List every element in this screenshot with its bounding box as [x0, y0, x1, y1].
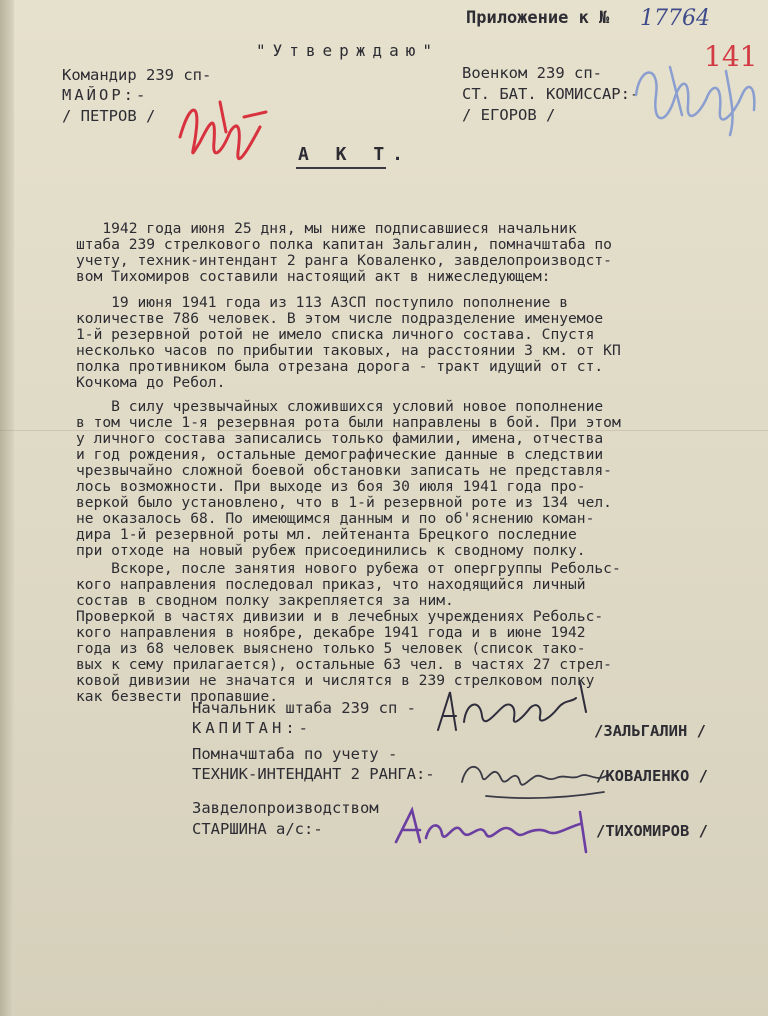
commissar-rank: СТ. БАТ. КОМИССАР:- [462, 85, 640, 103]
act-title: А К Т. [298, 144, 412, 165]
commissar-name: / ЕГОРОВ / [462, 106, 556, 124]
chief-of-staff-rank: КАПИТАН:- [192, 719, 312, 737]
paper-fold [0, 430, 768, 431]
commissar-line: Военком 239 сп- [462, 64, 602, 82]
assistant-signature [456, 752, 616, 802]
paragraph-2: В силу чрезвычайных сложившихся условий новое пополнение в том числе 1-я резервная рота были направлены в бой. При этом у личного состава записались только фамилии, имена, отчества и год рождения, остальные демографические данные в следствии чрезвычайно сложной боевой обстановки записать не представля- лось возможности. При выходе из боя 30 июля 1941 года про- веркой было установлено, что в 1-й резервной роте из 134 чел. не оказалось 68. По имеющимся данным и по об'яснению коман- дира 1-й резервной роты мл. лейтенанта Брецкого последние при отходе на новый рубеж присоединились к сводному полку. [76, 398, 621, 559]
intro-paragraph: 1942 года июня 25 дня, мы ниже подписавшиеся начальник штаба 239 стрелкового полка капитан Зальгалин, помначштаба по учету, техник-интендант 2 ранга Коваленко, завделопроизводст- вом Тихомиров составили настоящий акт в нижеследующем: [76, 220, 612, 285]
clerk-rank: СТАРШИНА а/с:- [192, 820, 323, 838]
commissar-signature [630, 55, 765, 145]
appendix-number: 17764 [640, 6, 710, 31]
commander-rank: МАЙОР:- [62, 86, 149, 104]
title-underline [296, 167, 386, 169]
paragraph-3: Вскоре, после занятия нового рубежа от опергруппы Ребольс- кого направления последовал приказ, что находящийся личный состав в сводном полку закрепляется за ним. Проверкой в частях дивизии и в лечебных учреждениях Ребольс- кого направления в ноябре, декабре 1941 года и в июне 1942 года из 68 человек выяснено только 5 человек (список тако- вых к сему прилагается), остальные 63 чел. в частях 27 стрел- ковой дивизии не значатся и числятся в 239 стрелковом полку как безвести пропавшие. [76, 560, 621, 705]
approve-heading: "Утверждаю" [256, 41, 439, 60]
sheet-number: 141 [704, 40, 758, 73]
assistant-role: Помначштаба по учету - [192, 745, 398, 763]
chief-of-staff-signature [430, 672, 600, 742]
paragraph-1: 19 июня 1941 года из 113 АЗСП поступило пополнение в количестве 786 человек. В этом числе подразделение именуемое 1-й резервной ротой не имело списка личного состава. Спустя несколько часов по прибытии таковых, на расстоянии 3 км. от КП полка противником была отрезана дорога - тракт идущий от ст. Кочкома до Ребол. [76, 294, 621, 391]
assistant-rank: ТЕХНИК-ИНТЕНДАНТ 2 РАНГА:- [192, 765, 435, 783]
assistant-name: /КОВАЛЕНКО / [596, 767, 708, 785]
chief-of-staff-role: Начальник штаба 239 сп - [192, 699, 416, 717]
clerk-role: Завделопроизводством [192, 799, 379, 817]
clerk-name: /ТИХОМИРОВ / [596, 822, 708, 840]
clerk-signature [390, 798, 610, 858]
chief-of-staff-name: /ЗАЛЬГАЛИН / [594, 722, 706, 740]
commander-name: / ПЕТРОВ / [62, 107, 156, 125]
commander-line: Командир 239 сп- [62, 66, 212, 84]
appendix-label: Приложение к № [466, 8, 610, 28]
paper-edge [0, 0, 14, 1016]
commander-signature [160, 82, 280, 182]
